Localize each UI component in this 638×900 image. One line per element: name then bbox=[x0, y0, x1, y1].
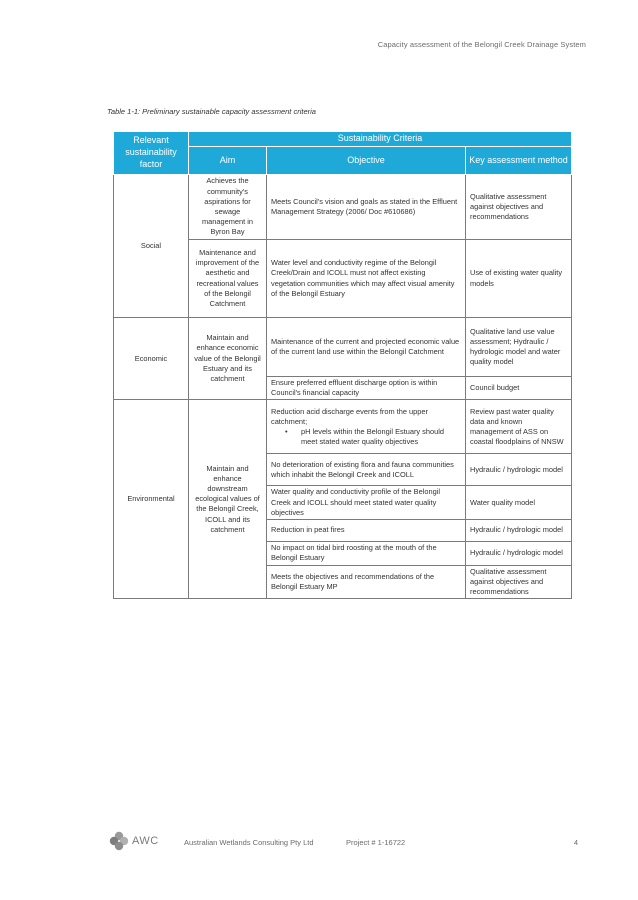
criteria-table bbox=[113, 131, 572, 599]
table-row bbox=[114, 400, 572, 454]
factor-environmental: Environmental bbox=[114, 400, 189, 599]
bullet-item bbox=[271, 427, 461, 447]
objective-cell: Water quality and conductivity profile of the Belongil Creek and ICOLL should meet stated water quality objectives bbox=[267, 486, 466, 520]
factor-social: Social bbox=[114, 175, 189, 318]
method-cell: Qualitative assessment against objectives and recommendations bbox=[466, 175, 572, 240]
method-cell: Hydraulic / hydrologic model bbox=[466, 520, 572, 542]
header-objective: Objective bbox=[267, 147, 466, 175]
objective-cell: Ensure preferred effluent discharge option is within Council's financial capacity bbox=[267, 377, 466, 400]
table-caption: Table 1-1: Preliminary sustainable capacity assessment criteria bbox=[107, 107, 316, 116]
header-criteria: Sustainability Criteria bbox=[189, 132, 572, 147]
aim-cell: Maintain and enhance economic value of the Belongil Estuary and its catchment bbox=[189, 318, 267, 400]
header-aim: Aim bbox=[189, 147, 267, 175]
project-number: Project # 1-16722 bbox=[346, 838, 406, 847]
objective-cell: Water level and conductivity regime of the Belongil Creek/Drain and ICOLL must not affect existing vegetation communities which may affect visual amenity of the Belongil Estuary bbox=[267, 240, 466, 318]
aim-cell: Maintenance and improvement of the aesthetic and recreational values of the Belongil Catchment bbox=[189, 240, 267, 318]
method-cell: Water quality model bbox=[466, 486, 572, 520]
objective-cell: Reduction in peat fires bbox=[267, 520, 466, 542]
objective-text: Reduction acid discharge events from the upper catchment; bbox=[271, 406, 428, 426]
method-cell: Hydraulic / hydrologic model bbox=[466, 454, 572, 486]
objective-cell: No deterioration of existing flora and fauna communities which inhabit the Belongil Creek and ICOLL bbox=[267, 454, 466, 486]
header-method: Key assessment method bbox=[466, 147, 572, 175]
method-cell: Use of existing water quality models bbox=[466, 240, 572, 318]
method-cell: Hydraulic / hydrologic model bbox=[466, 542, 572, 565]
method-cell: Review past water quality data and known management of ASS on coastal floodplains of NNSW bbox=[466, 400, 572, 454]
objective-cell bbox=[267, 400, 466, 454]
aim-cell: Maintain and enhance downstream ecological values of the Belongil Creek, ICOLL and its catchment bbox=[189, 400, 267, 599]
objective-cell: No impact on tidal bird roosting at the mouth of the Belongil Estuary bbox=[267, 542, 466, 565]
factor-economic: Economic bbox=[114, 318, 189, 400]
company-name: Australian Wetlands Consulting Pty Ltd bbox=[184, 838, 314, 847]
method-cell: Qualitative land use value assessment; Hydraulic / hydrologic model and water quality model bbox=[466, 318, 572, 377]
bullet-icon: • bbox=[285, 426, 288, 436]
objective-cell: Meets Council's vision and goals as stated in the Effluent Management Strategy (2006/ Doc #610686) bbox=[267, 175, 466, 240]
bullet-text: pH levels within the Belongil Estuary should meet stated water quality objectives bbox=[301, 426, 444, 447]
method-cell: Qualitative assessment against objectives and recommendations bbox=[466, 565, 572, 599]
aim-cell: Achieves the community's aspirations for sewage management in Byron Bay bbox=[189, 175, 267, 240]
method-cell: Council budget bbox=[466, 377, 572, 400]
running-header: Capacity assessment of the Belongil Creek Drainage System bbox=[377, 40, 586, 49]
objective-cell: Maintenance of the current and projected economic value of the current land use within the Belongil Catchment bbox=[267, 318, 466, 377]
logo-text: AWC bbox=[132, 835, 159, 847]
page-footer bbox=[108, 830, 578, 854]
header-factor: Relevant sustainability factor bbox=[114, 132, 189, 175]
page-number: 4 bbox=[573, 838, 578, 847]
table-row bbox=[114, 175, 572, 240]
awc-logo-icon bbox=[108, 830, 130, 852]
table-row bbox=[114, 318, 572, 377]
objective-cell: Meets the objectives and recommendations of the Belongil Estuary MP bbox=[267, 565, 466, 599]
